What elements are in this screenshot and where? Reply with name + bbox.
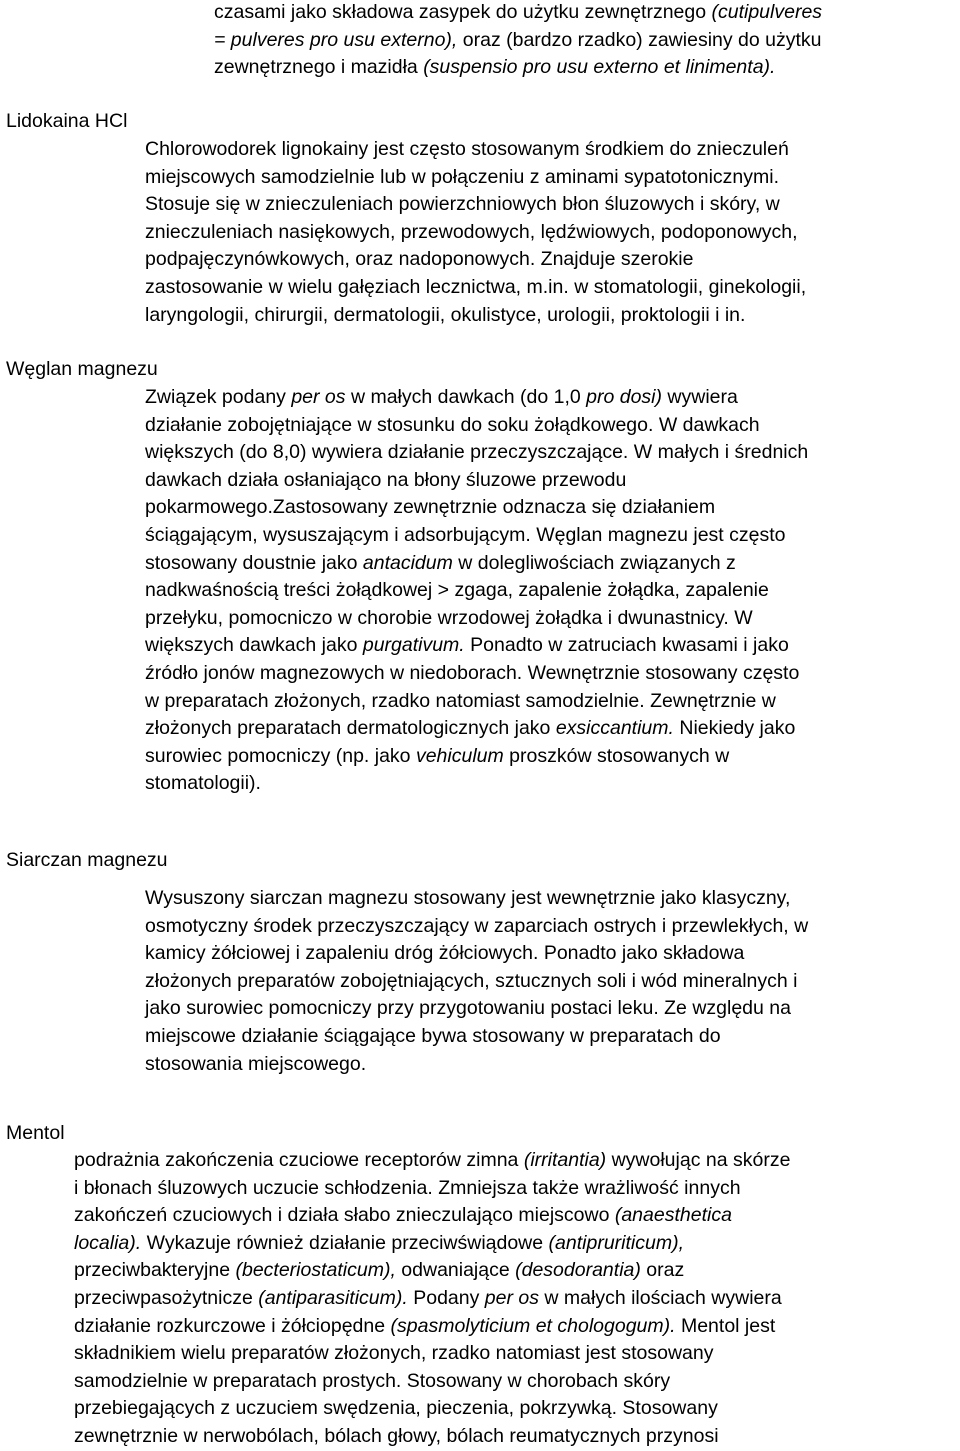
text-line	[74, 1285, 790, 1313]
italic-text-run: per os	[291, 386, 346, 408]
text-line	[145, 605, 808, 633]
text-run: składnikiem wielu preparatów złożonych, rzadko natomiast jest stosowany	[74, 1342, 714, 1365]
text-run: większych dawkach jako	[145, 634, 363, 657]
text-line	[145, 577, 808, 605]
text-line	[145, 715, 808, 743]
italic-text-run: (anaesthetica	[614, 1204, 732, 1227]
text-run: stosowany doustnie jako	[145, 551, 363, 574]
text-run: Związek podany	[145, 386, 292, 408]
text-line	[145, 688, 808, 716]
text-line	[74, 1230, 790, 1258]
text-line	[145, 968, 808, 996]
text-line	[145, 885, 808, 913]
text-run: przeciwpasożytnicze	[74, 1286, 259, 1309]
text-line	[74, 1340, 790, 1368]
text-run: źródło jonów magnezowych w niedoborach. Wewnętrznie stosowany często	[145, 661, 800, 684]
text-run: czasami jako składowa zasypek do użytku zewnętrznego	[214, 1, 712, 23]
text-run: odwaniające	[395, 1259, 516, 1282]
text-run: większych (do 8,0) wywiera działanie przeczyszczające. W małych i średnich	[145, 441, 809, 464]
text-line	[214, 54, 822, 82]
italic-text-run: (antiparasiticum).	[258, 1286, 408, 1309]
entry-lidokaina-description	[145, 136, 806, 329]
term-weglan-magnezu: Węglan magnezu	[6, 358, 158, 380]
text-line	[145, 522, 808, 550]
entry-weglan-magnezu-description	[145, 384, 808, 798]
text-line	[145, 467, 808, 495]
text-line	[214, 27, 822, 55]
text-run: przebiegających z uczuciem swędzenia, pieczenia, pokrzywką. Stosowany	[74, 1397, 718, 1420]
text-line	[74, 1395, 790, 1423]
italic-text-run: (spasmolyticium et chologogum).	[390, 1314, 676, 1337]
italic-text-run: per os	[484, 1286, 539, 1309]
text-run: w preparatach złożonych, rzadko natomiast samodzielnie. Zewnętrznie w	[145, 689, 776, 712]
text-run: miejscowe działanie ściągające bywa stosowany w preparatach do	[145, 1024, 721, 1047]
italic-text-run: pro dosi)	[586, 386, 663, 408]
term-mentol: Mentol	[6, 1122, 65, 1144]
text-run: zewnętrznego i mazidła	[214, 56, 424, 79]
italic-text-run: (cutipulveres	[711, 1, 823, 23]
text-line	[145, 439, 808, 467]
text-line	[145, 743, 808, 771]
text-line	[145, 412, 808, 440]
intro-paragraph	[214, 0, 822, 82]
text-line	[74, 1175, 790, 1203]
text-run: laryngologii, chirurgii, dermatologii, okulistyce, urologii, proktologii i in.	[145, 303, 746, 326]
text-run: miejscowych samodzielnie lub w połączeniu z aminami sypatotonicznymi.	[145, 165, 780, 188]
text-line	[145, 384, 808, 412]
italic-text-run: (irritantia)	[523, 1149, 607, 1171]
italic-text-run: purgativum.	[362, 634, 465, 657]
text-line	[74, 1257, 790, 1285]
text-run: w dolegliwościach związanych z	[452, 551, 736, 574]
text-run: dawkach działa osłaniająco na błony śluzowe przewodu	[145, 468, 627, 491]
text-run: podpajęczynówkowych, oraz nadoponowych. Znajduje szerokie	[145, 248, 694, 271]
text-run: oraz (bardzo rzadko) zawiesiny do użytku	[457, 28, 822, 51]
text-run: proszków stosowanych w	[503, 744, 730, 767]
text-run: samodzielnie w preparatach prostych. Stosowany w chorobach skóry	[74, 1369, 671, 1392]
text-run: i błonach śluzowych uczucie schłodzenia. Zmniejsza także wrażliwość innych	[74, 1176, 741, 1199]
text-run: ściągającym, wysuszającym i adsorbującym. Węglan magnezu jest często	[145, 523, 786, 546]
text-run: osmotyczny środek przeczyszczający w zaparciach ostrych i przewlekłych, w	[145, 914, 809, 937]
italic-text-run: (becteriostaticum),	[235, 1259, 396, 1282]
italic-text-run: exsiccantium.	[555, 717, 674, 740]
text-run: złożonych preparatach dermatologicznych jako	[145, 717, 556, 740]
text-run: oraz	[640, 1259, 685, 1282]
text-line	[145, 494, 808, 522]
text-line	[145, 632, 808, 660]
text-run: Wykazuje również działanie przeciwświądowe	[141, 1231, 549, 1254]
text-run: wywołując na skórze	[606, 1149, 791, 1171]
text-line	[145, 164, 806, 192]
text-line	[145, 995, 808, 1023]
text-run: działanie rozkurczowe i żółciopędne	[74, 1314, 391, 1337]
text-run: Stosuje się w znieczuleniach powierzchniowych błon śluzowych i skóry, w	[145, 193, 780, 216]
text-line	[145, 219, 806, 247]
text-run: Chlorowodorek lignokainy jest często stosowanym środkiem do znieczuleń	[145, 138, 789, 160]
italic-text-run: localia).	[74, 1231, 142, 1254]
text-line	[145, 302, 806, 330]
text-run: Niekiedy jako	[673, 717, 796, 740]
text-line	[145, 550, 808, 578]
text-line	[145, 246, 806, 274]
text-run: w małych dawkach (do 1,0	[345, 386, 587, 408]
entry-siarczan-magnezu-description	[145, 885, 808, 1078]
text-run: zastosowanie w wielu gałęziach lecznictwa, m.in. w stomatologii, ginekologii,	[145, 275, 807, 298]
text-run: pokarmowego.Zastosowany zewnętrznie odznacza się działaniem	[145, 496, 716, 519]
italic-text-run: (suspensio pro usu externo et linimenta).	[423, 56, 776, 79]
text-run: zakończeń czuciowych i działa słabo znieczulająco miejscowo	[74, 1204, 615, 1227]
text-line	[74, 1423, 790, 1451]
italic-text-run: = pulveres pro usu externo),	[214, 28, 458, 51]
text-run: podrażnia zakończenia czuciowe receptorów zimna	[74, 1149, 524, 1171]
text-run: Mentol jest	[675, 1314, 776, 1337]
text-run: w małych ilościach wywiera	[538, 1286, 782, 1309]
entry-mentol-description	[74, 1147, 790, 1451]
text-run: nadkwaśnością treści żołądkowej > zgaga, zapalenie żołądka, zapalenie	[145, 579, 769, 602]
text-line	[74, 1368, 790, 1396]
text-line	[74, 1313, 790, 1341]
italic-text-run: (desodorantia)	[515, 1259, 641, 1282]
text-run: znieczuleniach nasiękowych, przewodowych, lędźwiowych, podoponowych,	[145, 220, 798, 243]
text-line	[214, 0, 822, 27]
text-run: przeciwbakteryjne	[74, 1259, 236, 1282]
text-run: stosowania miejscowego.	[145, 1052, 367, 1075]
text-line	[145, 1023, 808, 1051]
text-run: działanie zobojętniające w stosunku do soku żołądkowego. W dawkach	[145, 413, 760, 436]
text-run: surowiec pomocniczy (np. jako	[145, 744, 416, 767]
text-run: Ponadto w zatruciach kwasami i jako	[464, 634, 789, 657]
italic-text-run: (antipruriticum),	[548, 1231, 684, 1254]
text-line	[145, 913, 808, 941]
text-line	[145, 274, 806, 302]
text-line	[145, 770, 808, 798]
text-line	[145, 940, 808, 968]
term-lidokaina: Lidokaina HCl	[6, 110, 128, 132]
text-line	[145, 660, 808, 688]
text-run: wywiera	[662, 386, 738, 408]
text-run: Wysuszony siarczan magnezu stosowany jest wewnętrznie jako klasyczny,	[145, 887, 791, 909]
text-run: stomatologii).	[145, 772, 261, 795]
text-run: Podany	[407, 1286, 485, 1309]
text-run: jako surowiec pomocniczy przy przygotowaniu postaci leku. Ze względu na	[145, 997, 791, 1020]
text-run: złożonych preparatów zobojętniających, sztucznych soli i wód mineralnych i	[145, 969, 798, 992]
italic-text-run: antacidum	[362, 551, 453, 574]
text-line	[145, 136, 806, 164]
text-line	[145, 1051, 808, 1079]
text-run: przełyku, pomocniczo w chorobie wrzodowej żołądka i dwunastnicy. W	[145, 606, 753, 629]
text-line	[74, 1202, 790, 1230]
text-run: zewnętrznie w nerwobólach, bólach głowy, bólach reumatycznych przynosi	[74, 1424, 719, 1447]
italic-text-run: vehiculum	[415, 744, 504, 767]
text-line	[74, 1147, 790, 1175]
term-siarczan-magnezu: Siarczan magnezu	[6, 849, 168, 871]
text-line	[145, 191, 806, 219]
text-run: kamicy żółciowej i zapaleniu dróg żółciowych. Ponadto jako składowa	[145, 942, 745, 965]
